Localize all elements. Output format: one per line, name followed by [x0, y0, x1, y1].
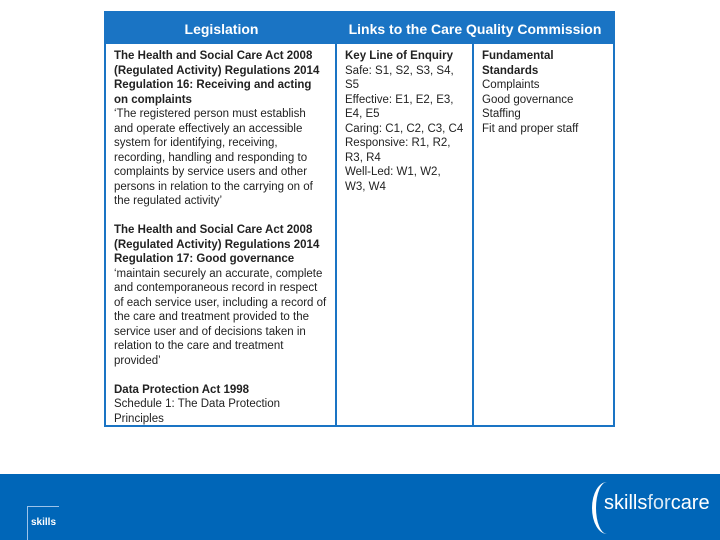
- table-header: [106, 13, 613, 44]
- header-legislation: Legislation: [184, 21, 259, 37]
- logo-text-care: care: [670, 492, 710, 514]
- legislation-title: The Health and Social Care Act 2008 (Regulated Activity) Regulations 2014: [114, 224, 320, 251]
- kloe-title: Key Line of Enquiry: [345, 50, 453, 62]
- fundamental-standards-column: [474, 44, 613, 425]
- standard-item: Fit and proper staff: [482, 122, 579, 135]
- legislation-subtitle: Regulation 17: Good governance: [114, 253, 295, 265]
- legislation-column: [106, 44, 337, 425]
- kloe-column: [337, 44, 474, 425]
- skills-small-logo: [27, 506, 59, 540]
- kloe-item: Effective: E1, E2, E3, E4, E5: [345, 93, 454, 120]
- legislation-text: Schedule 1: The Data Protection Principles: [114, 398, 281, 425]
- kloe-item: Safe: S1, S2, S3, S4, S5: [345, 64, 454, 91]
- kloe-item: Responsive: R1, R2, R3, R4: [345, 137, 451, 164]
- fundamental-title: Fundamental Standards: [482, 50, 554, 77]
- standard-item: Complaints: [482, 79, 540, 91]
- logo-text-skills: skills: [604, 492, 648, 514]
- legislation-title: The Health and Social Care Act 2008 (Regulated Activity) Regulations 2014: [114, 50, 320, 77]
- kloe-item: Well-Led: W1, W2, W3, W4: [345, 166, 441, 193]
- logo-text-for: for: [647, 492, 671, 514]
- standard-item: Good governance: [482, 93, 574, 106]
- legislation-table: [104, 11, 615, 427]
- kloe-item: Caring: C1, C2, C3, C4: [345, 122, 464, 135]
- legislation-text: ‘maintain securely an accurate, complete and contemporaneous record in respect of each service user, including a record of the care and treatment provided to the service user and of decisions taken in relation to the care and treatment provided’: [114, 267, 327, 367]
- small-logo-text: skills: [31, 517, 57, 528]
- header-cqc-links: Links to the Care Quality Commission: [348, 21, 602, 37]
- legislation-subtitle: Regulation 16: Receiving and acting on complaints: [114, 79, 312, 106]
- footer-band: [0, 474, 720, 540]
- standard-item: Staffing: [482, 108, 521, 120]
- legislation-title: Data Protection Act 1998: [114, 383, 250, 396]
- legislation-text: ‘The registered person must establish and operate effectively an accessible system for identifying, receiving, recording, handling and responding to complaints by service users and other persons in relation to the carrying on of the regulated activity’: [114, 108, 313, 207]
